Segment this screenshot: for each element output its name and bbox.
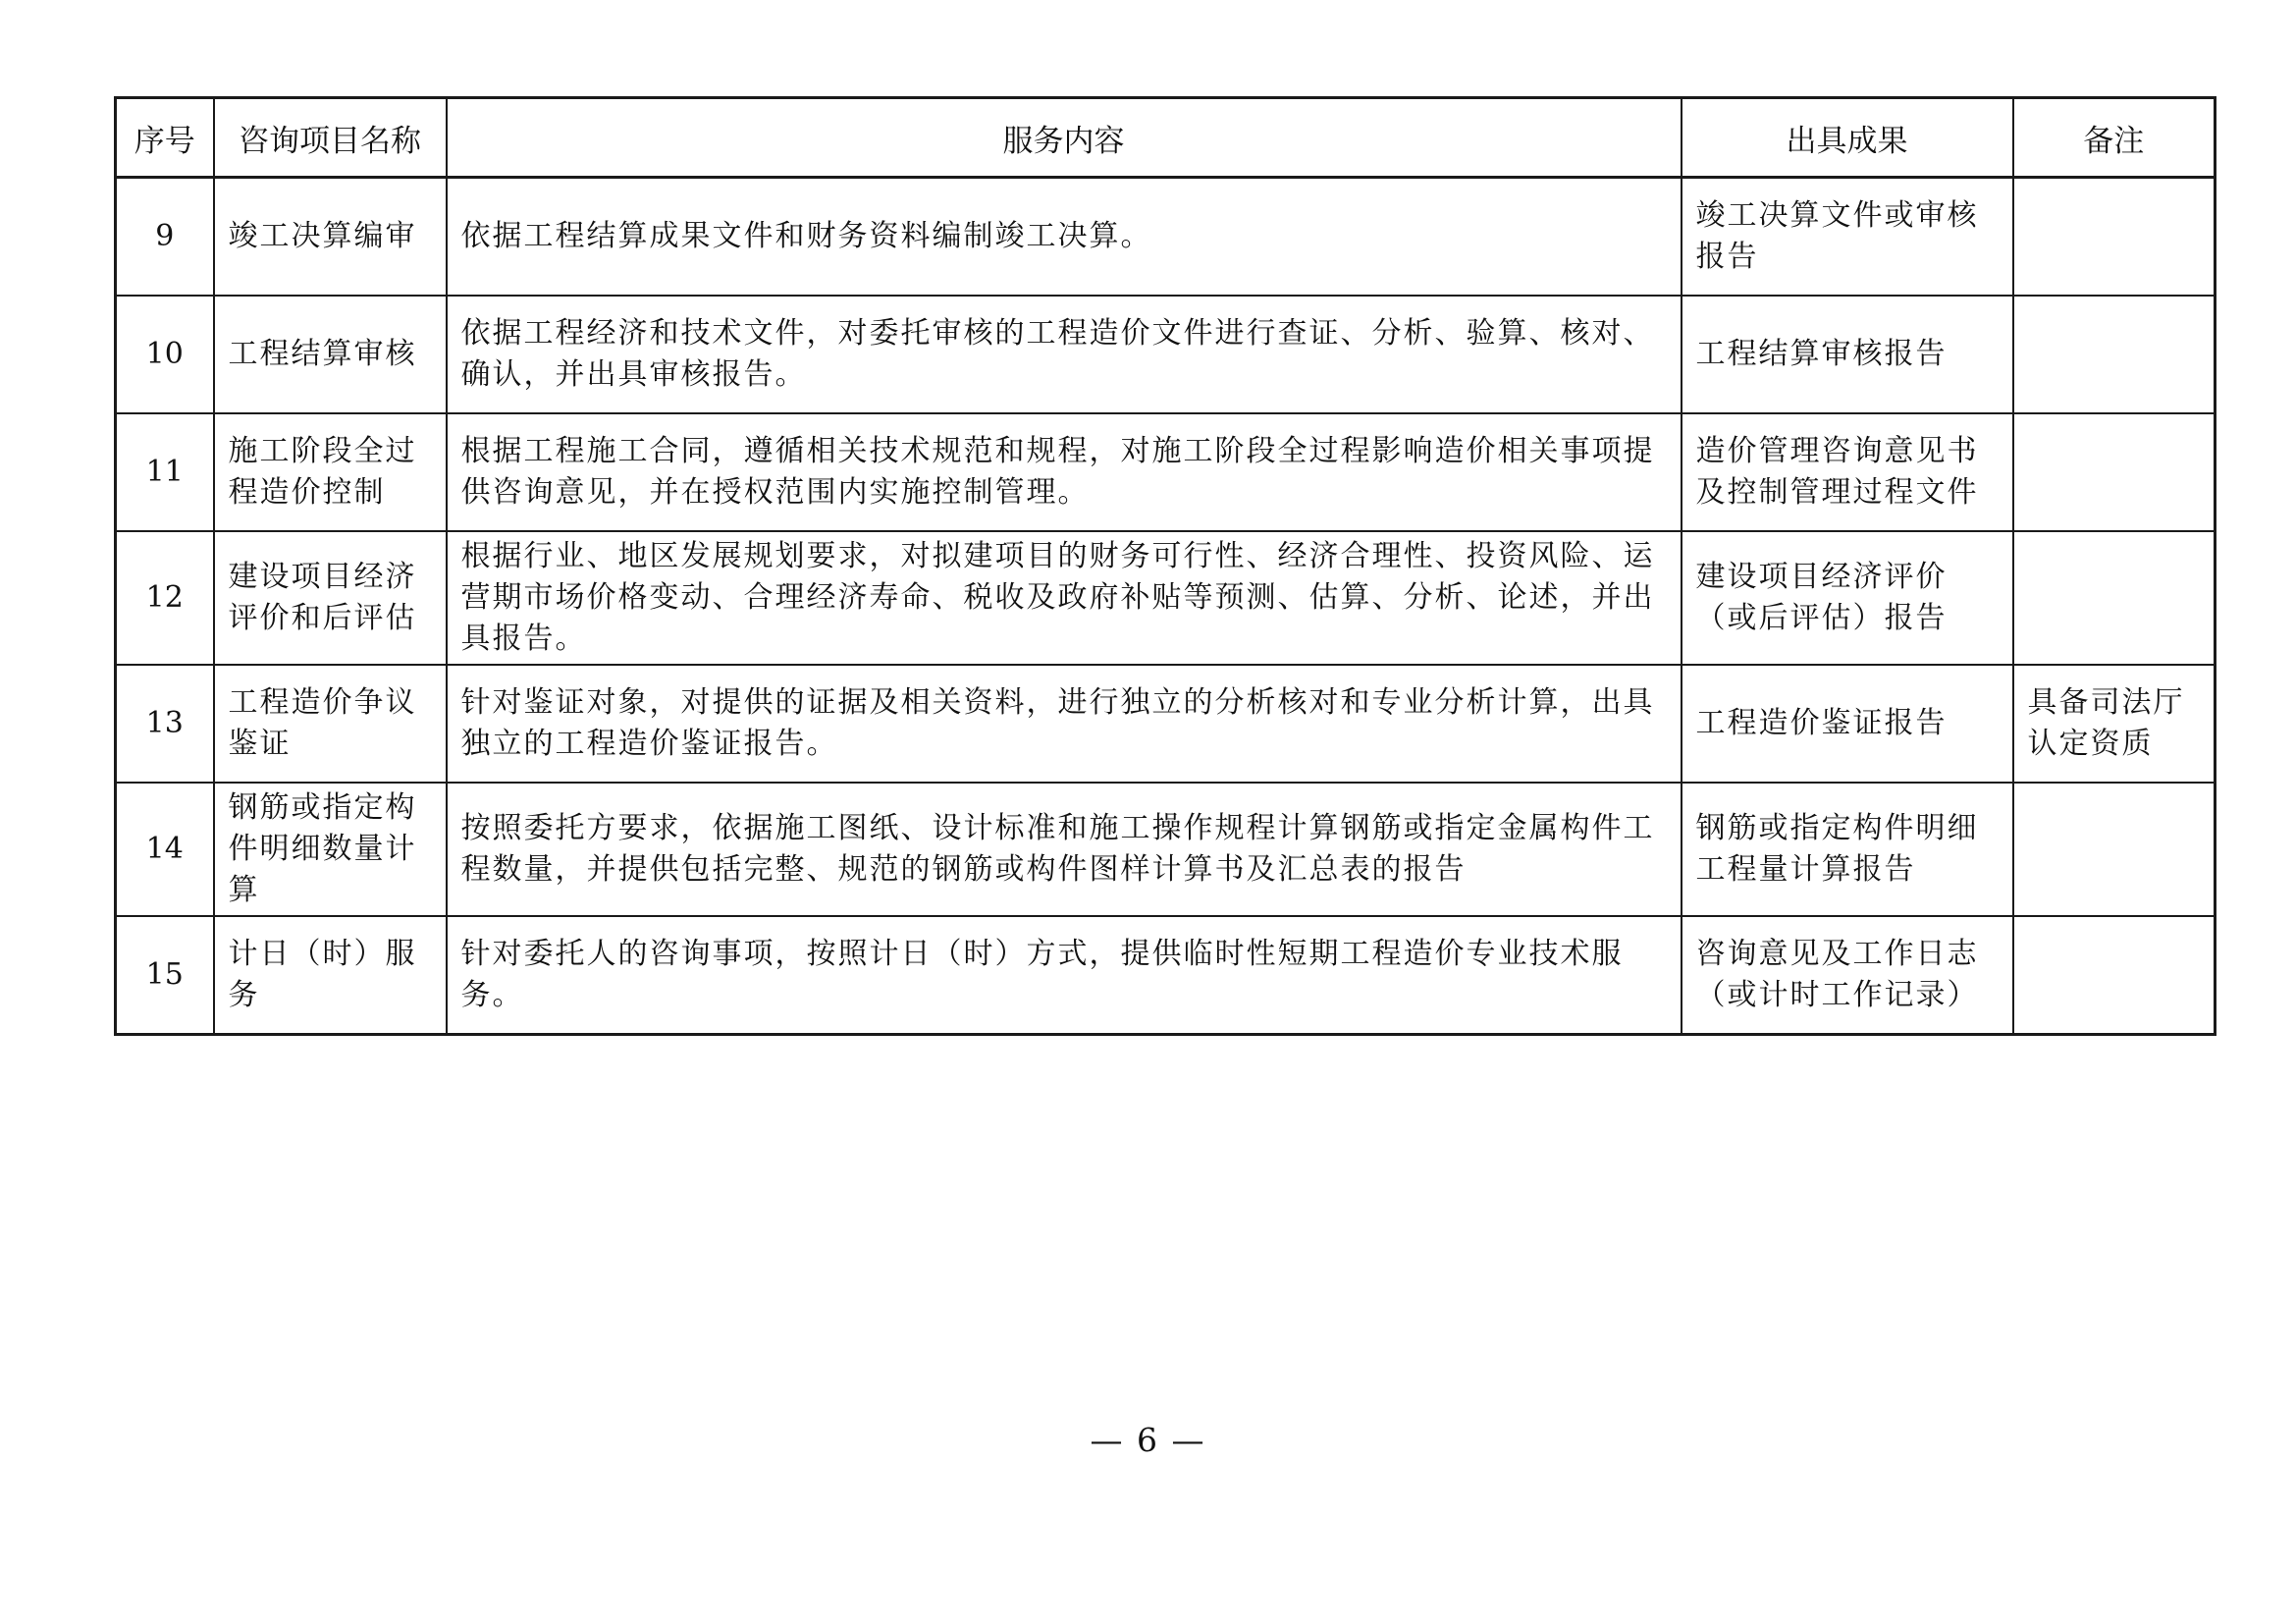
row-index: 9 <box>116 178 214 296</box>
row-project-name: 工程造价争议鉴证 <box>214 665 447 783</box>
table-row <box>116 531 2216 665</box>
row-service-content: 根据行业、地区发展规划要求，对拟建项目的财务可行性、经济合理性、投资风险、运营期市场价格变动、合理经济寿命、税收及政府补贴等预测、估算、分析、论述，并出具报告。 <box>447 531 1682 665</box>
row-service-content: 按照委托方要求，依据施工图纸、设计标准和施工操作规程计算钢筋或指定金属构件工程数量，并提供包括完整、规范的钢筋或构件图样计算书及汇总表的报告 <box>447 783 1682 916</box>
table-row <box>116 665 2216 783</box>
row-output: 竣工决算文件或审核报告 <box>1682 178 2013 296</box>
row-output: 工程造价鉴证报告 <box>1682 665 2013 783</box>
row-remark <box>2013 178 2216 296</box>
row-index: 13 <box>116 665 214 783</box>
row-project-name: 工程结算审核 <box>214 296 447 413</box>
row-output: 工程结算审核报告 <box>1682 296 2013 413</box>
table-row <box>116 916 2216 1035</box>
row-index: 10 <box>116 296 214 413</box>
row-project-name: 建设项目经济评价和后评估 <box>214 531 447 665</box>
table-row <box>116 783 2216 916</box>
row-remark <box>2013 916 2216 1035</box>
row-output: 咨询意见及工作日志（或计时工作记录） <box>1682 916 2013 1035</box>
row-service-content: 针对委托人的咨询事项，按照计日（时）方式，提供临时性短期工程造价专业技术服务。 <box>447 916 1682 1035</box>
row-index: 12 <box>116 531 214 665</box>
row-service-content: 根据工程施工合同，遵循相关技术规范和规程，对施工阶段全过程影响造价相关事项提供咨询意见，并在授权范围内实施控制管理。 <box>447 413 1682 531</box>
row-service-content: 针对鉴证对象，对提供的证据及相关资料，进行独立的分析核对和专业分析计算，出具独立的工程造价鉴证报告。 <box>447 665 1682 783</box>
row-index: 15 <box>116 916 214 1035</box>
header-name: 咨询项目名称 <box>214 98 447 178</box>
table-row <box>116 178 2216 296</box>
row-remark: 具备司法厅认定资质 <box>2013 665 2216 783</box>
row-index: 11 <box>116 413 214 531</box>
row-remark <box>2013 296 2216 413</box>
row-project-name: 竣工决算编审 <box>214 178 447 296</box>
row-service-content: 依据工程结算成果文件和财务资料编制竣工决算。 <box>447 178 1682 296</box>
row-project-name: 计日（时）服务 <box>214 916 447 1035</box>
row-index: 14 <box>116 783 214 916</box>
row-output: 钢筋或指定构件明细工程量计算报告 <box>1682 783 2013 916</box>
row-output: 造价管理咨询意见书及控制管理过程文件 <box>1682 413 2013 531</box>
header-index: 序号 <box>116 98 214 178</box>
table-row <box>116 413 2216 531</box>
row-remark <box>2013 783 2216 916</box>
service-table <box>114 96 2216 1036</box>
row-remark <box>2013 531 2216 665</box>
row-service-content: 依据工程经济和技术文件，对委托审核的工程造价文件进行查证、分析、验算、核对、确认，并出具审核报告。 <box>447 296 1682 413</box>
page-number: — 6 — <box>1090 1421 1206 1459</box>
header-remark: 备注 <box>2013 98 2216 178</box>
header-content: 服务内容 <box>447 98 1682 178</box>
header-output: 出具成果 <box>1682 98 2013 178</box>
row-remark <box>2013 413 2216 531</box>
table-header-row <box>116 98 2216 178</box>
row-output: 建设项目经济评价（或后评估）报告 <box>1682 531 2013 665</box>
row-project-name: 钢筋或指定构件明细数量计算 <box>214 783 447 916</box>
table-row <box>116 296 2216 413</box>
row-project-name: 施工阶段全过程造价控制 <box>214 413 447 531</box>
